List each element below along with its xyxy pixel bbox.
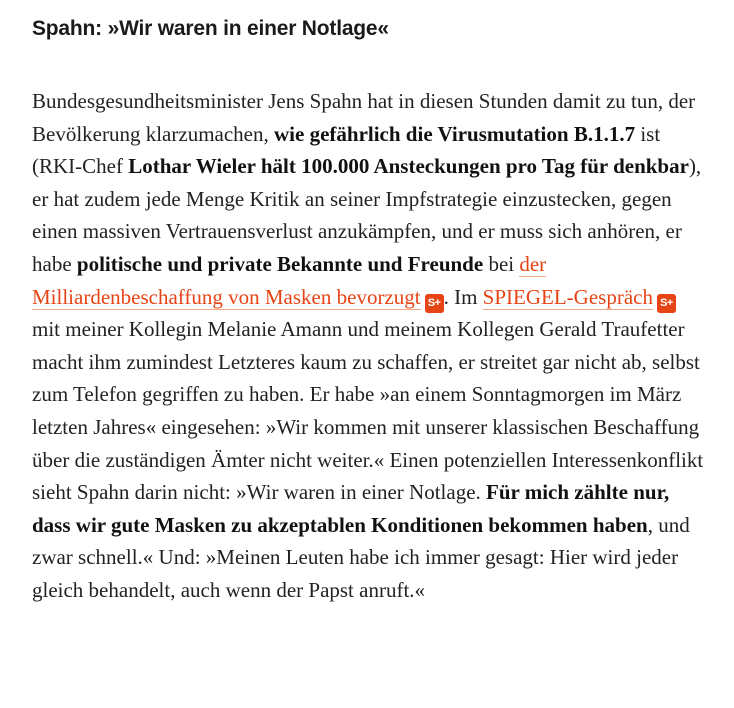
bold-bekannte-freunde: politische und private Bekannte und Freunde [76,251,484,276]
bold-masken-konditionen: Für mich zählte nur, dass wir gute Masken zu akzeptablen Konditionen bekommen haben [32,480,670,537]
bold-virusmutation: wie gefährlich die Virusmutation B.1.1.7 [274,121,636,146]
spiegel-plus-icon[interactable]: S+ [657,294,676,313]
text-segment: bei [483,251,520,276]
text-segment: Bundesgesundheitsminister Jens Spahn hat in diesen Stunden damit zu tun, der Bevölkerung klarzumachen, [32,89,696,146]
text-segment: ), er hat zudem jede Menge Kritik an seiner Impfstrategie einzustecken, gegen einen massiven Vertrauensverlust anzukämpfen, und er muss sich anhören, er habe [32,154,702,276]
article [32,14,704,607]
text-segment: . Im [443,284,483,309]
text-segment: mit meiner Kollegin Melanie Amann und meinem Kollegen Gerald Traufetter macht ihm zumindest Letzteres kaum zu schaffen, er streitet gar nicht ab, selbst zum Telefon gegriffen zu haben. Er habe »an einem Sonntagmorgen im März letzten Jahres« eingesehen: »Wir kommen mit unserer klassischen Beschaffung über die zuständigen Ämter nicht weiter.« Einen potenziellen Interessenkonflikt sieht Spahn darin nicht: »Wir waren in einer Notlage. [32,317,704,505]
link-spiegel-gespraech[interactable]: SPIEGEL-Gespräch [482,284,653,309]
section-headline: Spahn: »Wir waren in einer Notlage« [32,17,389,40]
spiegel-plus-icon[interactable]: S+ [425,294,444,313]
bold-wieler-quote: Lothar Wieler hält 100.000 Ansteckungen pro Tag für denkbar [128,154,689,179]
text-segment: ist (RKI-Chef [32,121,661,179]
article-paragraph [32,85,704,607]
link-masken-beschaffung[interactable]: der Milliardenbeschaffung von Masken bevorzugt [32,251,547,309]
text-segment: , und zwar schnell.« Und: »Meinen Leuten habe ich immer gesagt: Hier wird jeder gleich behandelt, auch wenn der Papst anruft.« [32,512,690,602]
